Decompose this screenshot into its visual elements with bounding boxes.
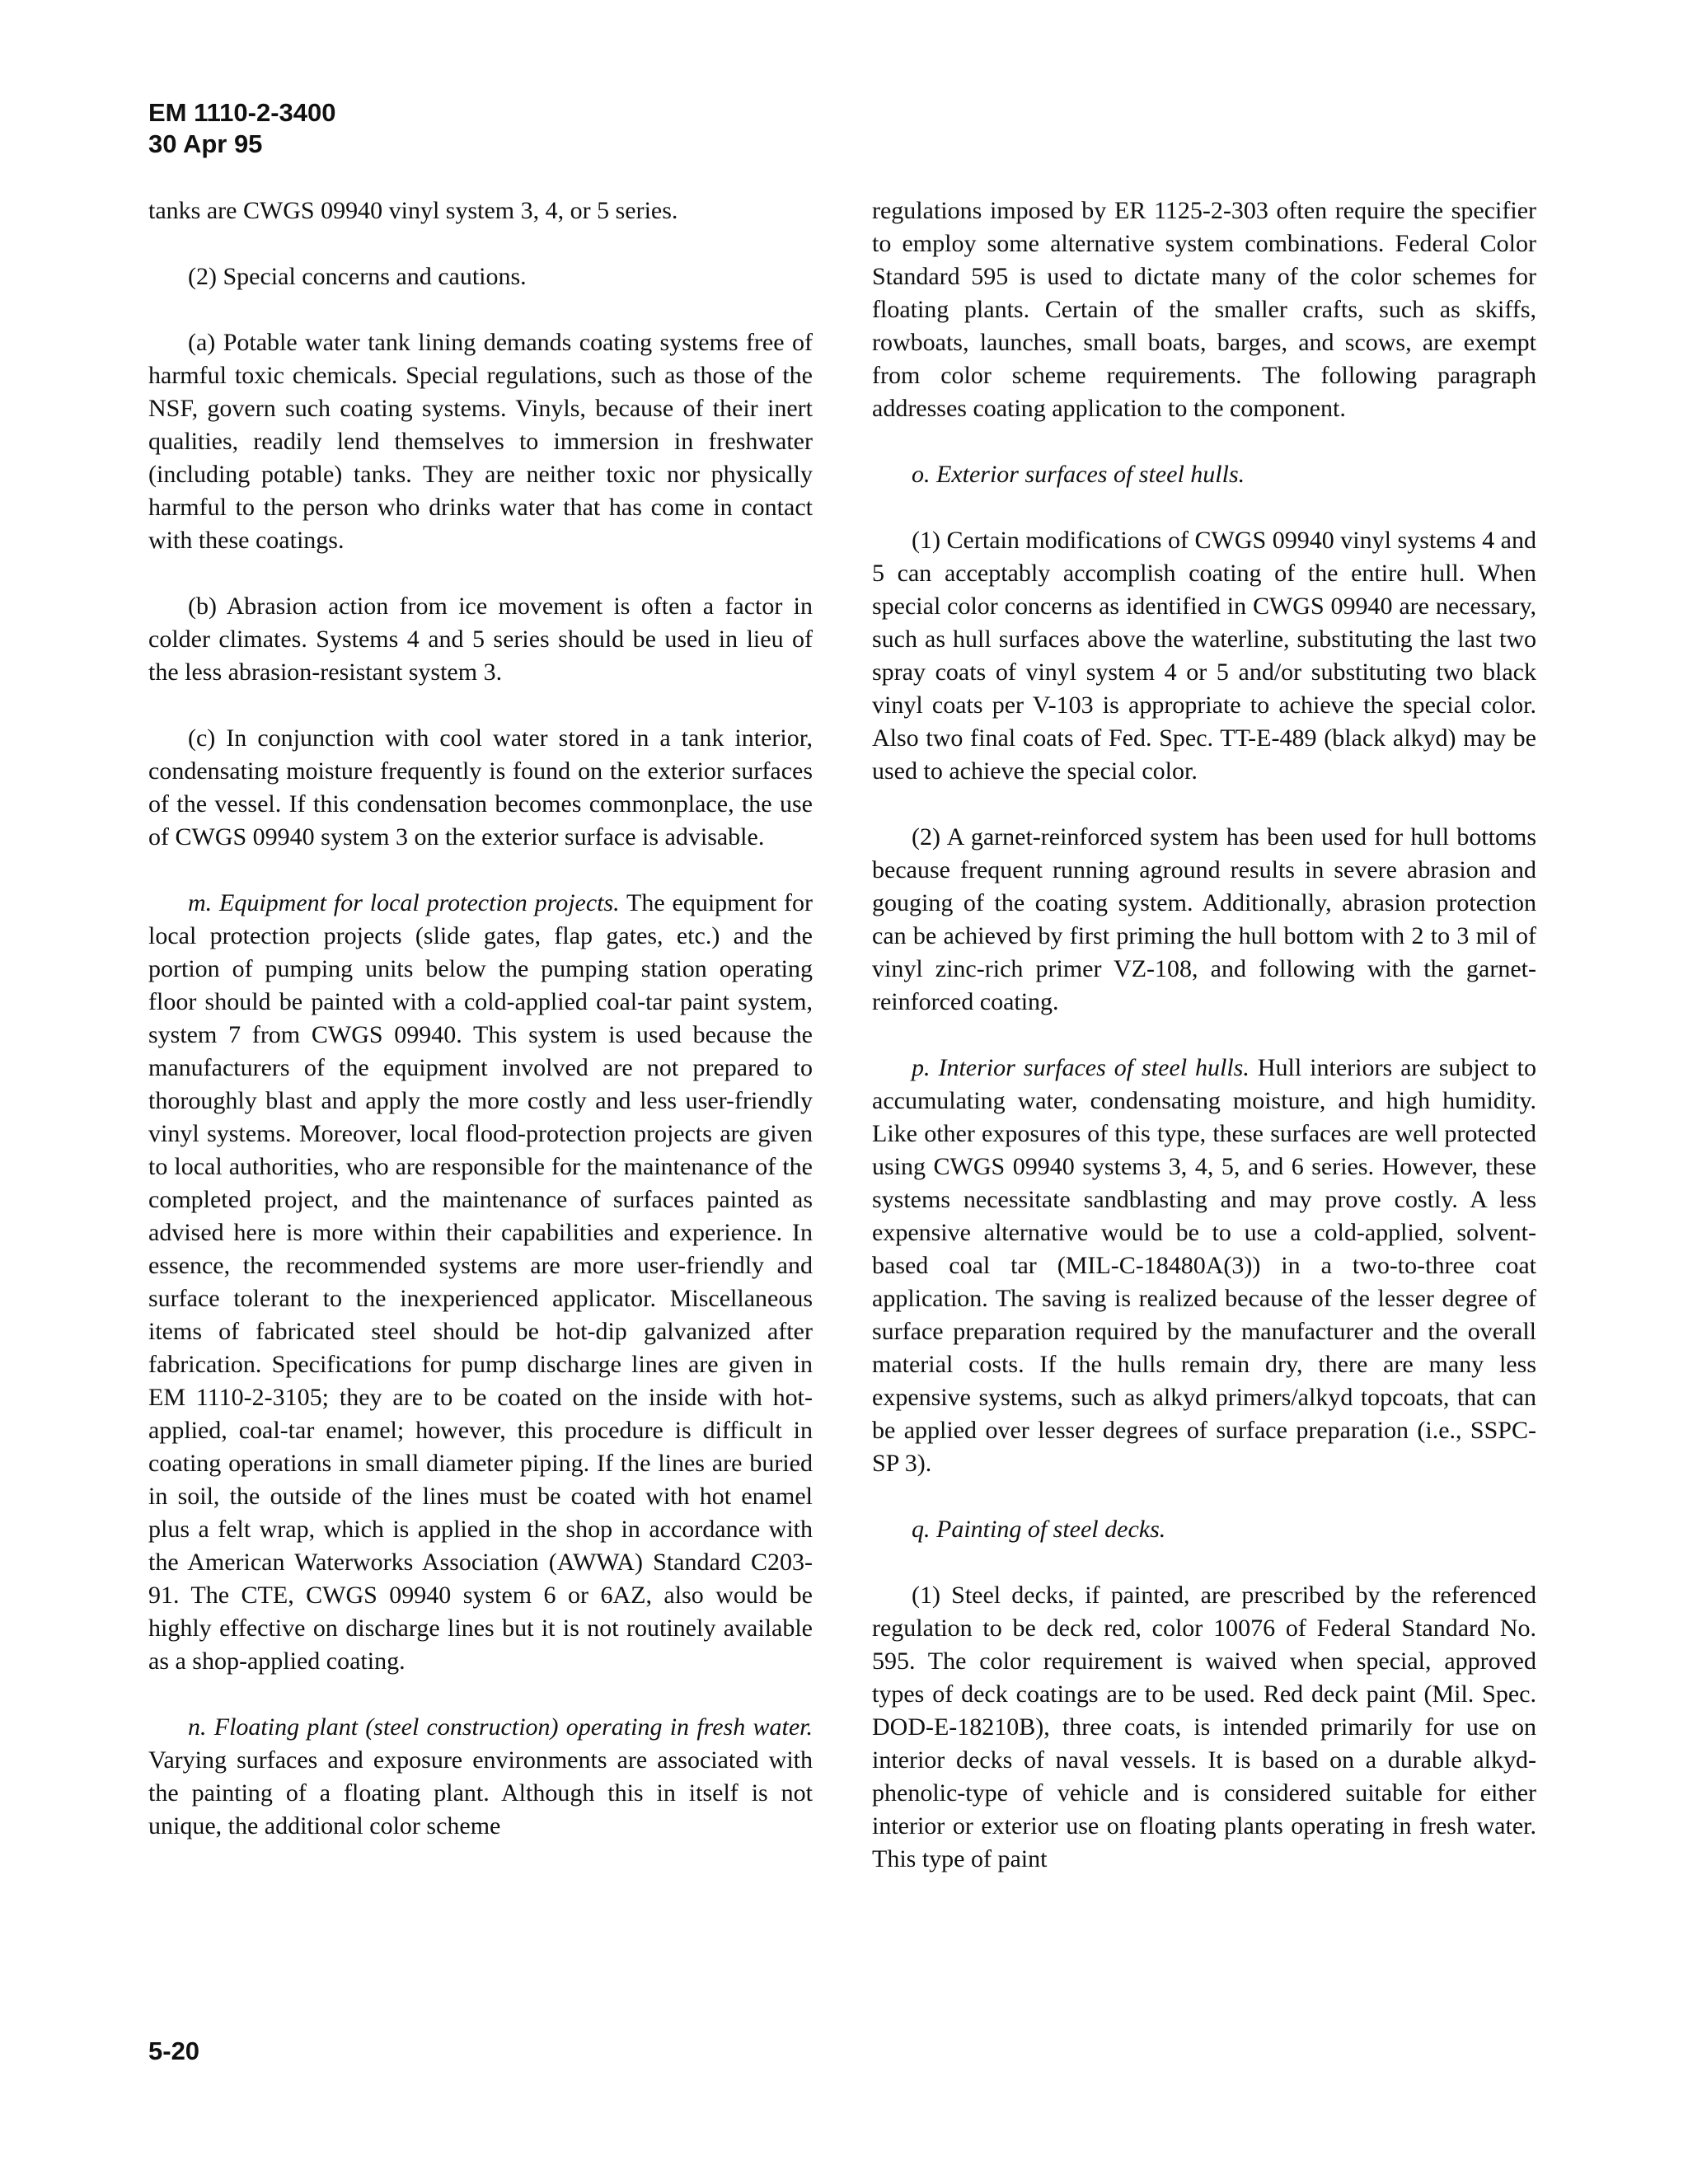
- page-number: 5-20: [148, 2036, 200, 2065]
- section-heading-text: o. Exterior surfaces of steel hulls.: [912, 461, 1245, 488]
- paragraph: (2) Special concerns and cautions.: [188, 263, 527, 290]
- section-body: Hull interiors are subject to accumulating water, condensating moisture, and high humidity. Like other exposures of this type, these surfaces are well protected using CWGS 09940 systems 3, 4, 5, and 6 series. However, these systems necessitate sandblasting and may prove costly. A less expensive alternative would be to use a cold-applied, solvent-based coal tar (MIL-C-18480A(3)) in a two-to-three coat application. The saving is realized because of the lesser degree of surface preparation required by the manufacturer and the overall material costs. If the hulls remain dry, there are many less expensive systems, such as alkyd primers/alkyd topcoats, that can be applied over lesser degrees of surface preparation (i.e., SSPC-SP 3).: [872, 1054, 1536, 1477]
- page-header: [148, 97, 336, 160]
- section-p: [872, 1052, 1536, 1480]
- section-heading: [872, 458, 1536, 491]
- paragraph: (1) Steel decks, if painted, are prescribed by the referenced regulation to be deck red, color 10076 of Federal Standard No. 595. The color requirement is waived when special, approved types of deck coatings are to be used. Red deck paint (Mil. Spec. DOD-E-18210B), three coats, is intended primarily for use on interior decks of naval vessels. It is based on a durable alkyd-phenolic-type of vehicle and is considered suitable for either interior or exterior use on floating plants operating in fresh water. This type of paint: [872, 1582, 1536, 1872]
- section-body: Varying surfaces and exposure environments are associated with the painting of a floating plant. Although this in itself is not unique, the additional color scheme: [148, 1746, 813, 1840]
- document-date: 30 Apr 95: [148, 129, 263, 158]
- paragraph: (c) In conjunction with cool water stored in a tank interior, condensating moisture frequently is found on the exterior surfaces of the vessel. If this condensation becomes commonplace, the use of CWGS 09940 system 3 on the exterior surface is advisable.: [148, 724, 813, 851]
- section-heading: m. Equipment for local protection projects.: [188, 889, 620, 916]
- right-column: [872, 194, 1536, 1876]
- document-number: EM 1110-2-3400: [148, 98, 336, 127]
- section-m: [148, 887, 813, 1678]
- section-heading: [872, 1513, 1536, 1546]
- paragraph: (1) Certain modifications of CWGS 09940 vinyl systems 4 and 5 can acceptably accomplish coating of the entire hull. When special color concerns as identified in CWGS 09940 are necessary, such as hull surfaces above the waterline, substituting the last two spray coats of vinyl system 4 or 5 and/or substituting two black vinyl coats per V-103 is appropriate to achieve the special color. Also two final coats of Fed. Spec. TT-E-489 (black alkyd) may be used to achieve the special color.: [872, 527, 1536, 785]
- paragraph: regulations imposed by ER 1125-2-303 often require the specifier to employ some alternative system combinations. Federal Color Standard 595 is used to dictate many of the color schemes for floating plants. Certain of the smaller crafts, such as skiffs, rowboats, launches, small boats, barges, and scows, are exempt from color scheme requirements. The following paragraph addresses coating application to the component.: [872, 197, 1536, 422]
- left-column: [148, 194, 813, 1843]
- section-n: [148, 1711, 813, 1843]
- paragraph: (b) Abrasion action from ice movement is often a factor in colder climates. Systems 4 and 5 series should be used in lieu of the less abrasion-resistant system 3.: [148, 593, 813, 686]
- section-heading-text: q. Painting of steel decks.: [912, 1516, 1166, 1543]
- paragraph: (2) A garnet-reinforced system has been used for hull bottoms because frequent running aground results in severe abrasion and gouging of the coating system. Additionally, abrasion protection can be achieved by first priming the hull bottom with 2 to 3 mil of vinyl zinc-rich primer VZ-108, and following with the garnet-reinforced coating.: [872, 823, 1536, 1015]
- section-heading: p. Interior surfaces of steel hulls.: [912, 1054, 1250, 1081]
- section-body: The equipment for local protection projects (slide gates, flap gates, etc.) and the portion of pumping units below the pumping station operating floor should be painted with a cold-applied coal-tar paint system, system 7 from CWGS 09940. This system is used because the manufacturers of the equipment involved are not prepared to thoroughly blast and apply the more costly and less user-friendly vinyl systems. Moreover, local flood-protection projects are given to local authorities, who are responsible for the maintenance of the completed project, and the maintenance of surfaces painted as advised here is more within their capabilities and experience. In essence, the recommended systems are more user-friendly and surface tolerant to the inexperienced applicator. Miscellaneous items of fabricated steel should be hot-dip galvanized after fabrication. Specifications for pump discharge lines are given in EM 1110-2-3105; they are to be coated on the inside with hot-applied, coal-tar enamel; however, this procedure is difficult in coating operations in small diameter piping. If the lines are buried in soil, the outside of the lines must be coated with hot enamel plus a felt wrap, which is applied in the shop in accordance with the American Waterworks Association (AWWA) Standard C203-91. The CTE, CWGS 09940 system 6 or 6AZ, also would be highly effective on discharge lines but it is not routinely available as a shop-applied coating.: [148, 889, 813, 1675]
- paragraph: (a) Potable water tank lining demands coating systems free of harmful toxic chemicals. Special regulations, such as those of the NSF, govern such coating systems. Vinyls, because of their inert qualities, readily lend themselves to immersion in freshwater (including potable) tanks. They are neither toxic nor physically harmful to the person who drinks water that has come in contact with these coatings.: [148, 329, 813, 554]
- section-heading: n. Floating plant (steel construction) operating in fresh water.: [188, 1713, 813, 1741]
- paragraph: tanks are CWGS 09940 vinyl system 3, 4, or 5 series.: [148, 197, 678, 224]
